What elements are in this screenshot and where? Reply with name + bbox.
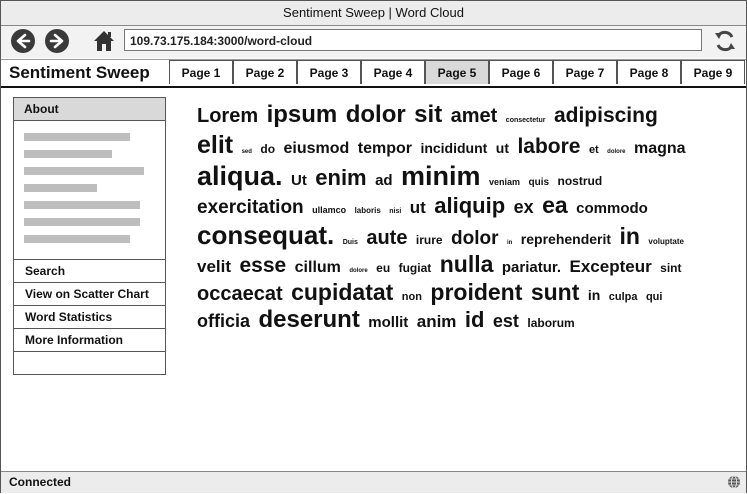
cloud-word[interactable]: eu	[376, 261, 391, 276]
cloud-word[interactable]: quis	[528, 176, 550, 188]
cloud-word[interactable]: occaecat	[197, 282, 283, 305]
cloud-word[interactable]: aliqua.	[197, 160, 283, 191]
cloud-word[interactable]: et	[588, 143, 599, 156]
globe-icon	[727, 475, 741, 489]
cloud-word[interactable]: dolore	[607, 148, 626, 155]
cloud-word[interactable]: Duis	[342, 238, 358, 246]
cloud-word[interactable]: ea	[542, 192, 568, 219]
cloud-word[interactable]: veniam	[489, 176, 521, 187]
browser-toolbar	[1, 26, 746, 58]
tab-page-4[interactable]: Page 4	[361, 60, 425, 84]
cloud-word[interactable]: laboris	[354, 206, 381, 216]
tab-page-3[interactable]: Page 3	[297, 60, 361, 84]
tab-page-2[interactable]: Page 2	[233, 60, 297, 84]
cloud-word[interactable]: non	[401, 290, 422, 303]
cloud-word[interactable]: sint	[660, 261, 682, 276]
cloud-word[interactable]: ipsum	[266, 101, 338, 128]
cloud-word[interactable]: in	[619, 222, 640, 249]
cloud-word[interactable]: nulla	[439, 251, 494, 278]
sidebar	[13, 97, 166, 375]
cloud-word[interactable]: pariatur.	[501, 259, 562, 277]
cloud-word[interactable]: ut	[409, 198, 426, 218]
text-line-placeholder	[24, 150, 112, 158]
cloud-word[interactable]: esse	[239, 254, 287, 278]
cloud-word[interactable]: Ut	[290, 171, 307, 189]
cloud-word[interactable]: voluptate	[648, 236, 684, 246]
sidebar-item-scatter-chart[interactable]: View on Scatter Chart	[14, 283, 165, 306]
cloud-word[interactable]: qui	[645, 290, 663, 303]
cloud-word[interactable]: exercitation	[197, 197, 304, 219]
cloud-word[interactable]: officia	[197, 311, 251, 332]
tab-page-5[interactable]: Page 5	[425, 60, 489, 84]
cloud-word[interactable]: ullamco	[312, 205, 347, 216]
tab-page-9[interactable]: Page 9	[681, 60, 745, 84]
cloud-word[interactable]: minim	[401, 160, 481, 191]
cloud-word[interactable]: magna	[633, 139, 686, 157]
status-bar	[1, 471, 746, 493]
word-cloud	[197, 101, 697, 335]
cloud-word[interactable]: aliquip	[434, 193, 506, 219]
sidebar-item-search[interactable]: Search	[14, 260, 165, 283]
cloud-word[interactable]: velit	[197, 257, 232, 277]
cloud-word[interactable]: ut	[495, 139, 509, 156]
cloud-word[interactable]: sunt	[530, 278, 580, 305]
text-line-placeholder	[24, 235, 130, 243]
cloud-word[interactable]: cupidatat	[291, 278, 394, 305]
cloud-word[interactable]: do	[260, 141, 276, 156]
connection-status: Connected	[9, 475, 72, 489]
cloud-word[interactable]: laborum	[527, 316, 575, 331]
cloud-word[interactable]: amet	[450, 105, 498, 127]
cloud-word[interactable]: ad	[375, 171, 393, 189]
cloud-word[interactable]: proident	[430, 278, 523, 305]
about-text-placeholder	[14, 121, 165, 260]
tab-page-8[interactable]: Page 8	[617, 60, 681, 84]
app-header	[1, 59, 746, 88]
cloud-word[interactable]: anim	[416, 312, 457, 332]
cloud-word[interactable]: commodo	[576, 200, 648, 218]
back-arrow-icon[interactable]	[11, 29, 35, 53]
address-bar[interactable]: 109.73.175.184:3000/word-cloud	[124, 29, 702, 51]
cloud-word[interactable]: culpa	[608, 290, 638, 303]
refresh-icon[interactable]	[712, 28, 738, 54]
sidebar-item-more-information[interactable]: More Information	[14, 329, 165, 352]
home-icon[interactable]	[91, 28, 117, 54]
cloud-word[interactable]: dolore	[349, 268, 368, 275]
cloud-word[interactable]: nisi	[389, 208, 402, 216]
cloud-word[interactable]: sit	[414, 101, 443, 128]
sidebar-item-word-statistics[interactable]: Word Statistics	[14, 306, 165, 329]
cloud-word[interactable]: cillum	[294, 259, 341, 277]
cloud-word[interactable]: mollit	[368, 314, 409, 332]
cloud-word[interactable]: eiusmod	[283, 139, 350, 157]
cloud-word[interactable]: in	[587, 286, 601, 303]
cloud-word[interactable]: consequat.	[197, 219, 335, 250]
cloud-word[interactable]: incididunt	[420, 139, 488, 156]
cloud-word[interactable]: dolor	[451, 227, 499, 249]
app-brand: Sentiment Sweep	[9, 63, 150, 82]
cloud-word[interactable]: ex	[513, 197, 534, 218]
cloud-word[interactable]: consectetur	[505, 117, 546, 124]
cloud-word[interactable]: Lorem	[197, 105, 259, 127]
cloud-word[interactable]: irure	[415, 232, 443, 247]
text-line-placeholder	[24, 184, 97, 192]
cloud-word[interactable]: adipiscing	[553, 104, 658, 127]
cloud-word[interactable]: tempor	[357, 139, 412, 157]
cloud-word[interactable]: enim	[315, 164, 367, 190]
cloud-word[interactable]: Excepteur	[569, 257, 652, 277]
text-line-placeholder	[24, 201, 140, 209]
cloud-word[interactable]: sed	[241, 148, 252, 155]
text-line-placeholder	[24, 218, 140, 226]
tab-page-7[interactable]: Page 7	[553, 60, 617, 84]
text-line-placeholder	[24, 167, 144, 175]
cloud-word[interactable]: fugiat	[398, 261, 432, 276]
cloud-word[interactable]: est	[492, 311, 519, 332]
cloud-word[interactable]: deserunt	[258, 306, 360, 334]
cloud-word[interactable]: aute	[366, 226, 408, 249]
forward-arrow-icon[interactable]	[45, 29, 69, 53]
sidebar-heading-about[interactable]: About	[14, 98, 165, 121]
cloud-word[interactable]: id	[464, 307, 485, 333]
tab-page-1[interactable]: Page 1	[169, 60, 233, 84]
tab-page-6[interactable]: Page 6	[489, 60, 553, 84]
cloud-word[interactable]: elit	[197, 130, 234, 159]
window-title: Sentiment Sweep | Word Cloud	[1, 1, 746, 26]
cloud-word[interactable]: labore	[517, 134, 581, 158]
cloud-word[interactable]: reprehenderit	[520, 230, 612, 247]
page-tabs	[169, 60, 745, 86]
cloud-word[interactable]: in	[507, 239, 513, 246]
text-line-placeholder	[24, 133, 130, 141]
cloud-word[interactable]: nostrud	[557, 173, 603, 188]
cloud-word[interactable]: dolor	[345, 101, 406, 128]
